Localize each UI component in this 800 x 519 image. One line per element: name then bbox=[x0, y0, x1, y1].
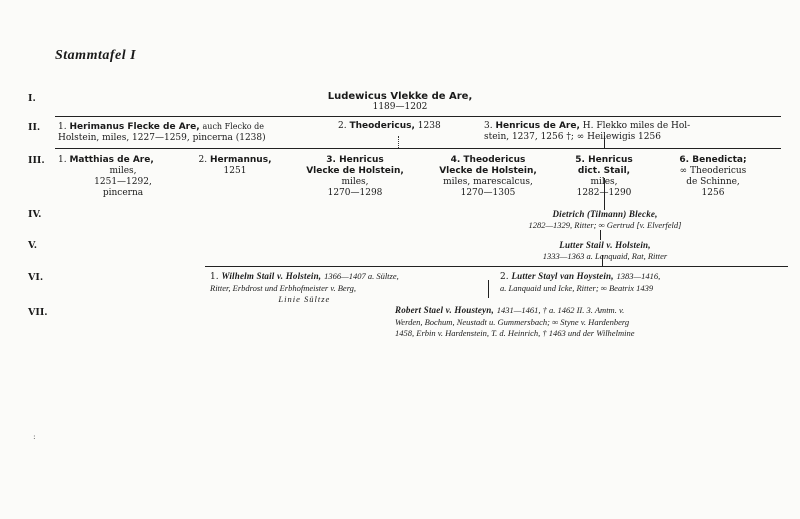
person-matthias: 1. Matthias de Are, miles, 1251—1292, pincerna bbox=[58, 155, 154, 198]
gen-rule-2 bbox=[55, 148, 781, 149]
person-herimanus: 1. Herimanus Flecke de Are, auch Flecko de Holstein, miles, 1227—1259, pincerna (1238) bbox=[58, 122, 266, 143]
person-robert: Robert Stael v. Housteyn, 1431—1461, † a. 1462 II. 3. Amtm. v. Werden, Bochum, Neustadt u. Gummersbach; ∞ Styne v. Hardenberg 1458, Erbin v. Hardenstein, T. d. Heinrich, † 1463 und der Wilhelmine bbox=[395, 305, 635, 338]
person-hermannus: 2. Hermannus, 1251 bbox=[198, 155, 272, 176]
descent-line bbox=[398, 136, 399, 148]
scan-mark: : bbox=[33, 432, 36, 441]
generation-label: VI. bbox=[28, 272, 44, 283]
person-ludewicus: Ludewicus Vlekke de Are, 1189—1202 bbox=[327, 91, 473, 112]
descent-line bbox=[488, 280, 489, 298]
person-lutter-stayl: 2. Lutter Stayl van Hoystein, 1383—1416, a. Lanquaid und Icke, Ritter; ∞ Beatrix 1439 bbox=[500, 271, 661, 293]
person-theodericus: 2. Theodericus, 1238 bbox=[338, 121, 441, 131]
gen-rule-1 bbox=[55, 116, 781, 117]
generation-label: III. bbox=[28, 155, 45, 166]
person-lutter-stail: Lutter Stail v. Holstein, 1333—1363 a. Lanquaid, Rat, Ritter bbox=[542, 240, 668, 261]
person-henricus-vlecke: 3. Henricus Vlecke de Holstein, miles, 1270—1298 bbox=[306, 155, 404, 198]
person-henricus-stail: 5. Henricus dict. Stail, miles, 1282—1290 bbox=[575, 155, 633, 198]
person-henricus-de-are: 3. Henricus de Are, H. Flekko miles de Hol- stein, 1237, 1256 †; ∞ Heilewigis 1256 bbox=[484, 121, 691, 142]
gen-rule-6 bbox=[205, 266, 788, 267]
generation-label: VII. bbox=[28, 307, 48, 318]
person-wilhelm: 1. Wilhelm Stail v. Holstein, 1366—1407 a. Sültze, Ritter, Erbdrost und Erbhofmeister v. Berg, Linie Sültze bbox=[210, 271, 399, 304]
person-benedicta: 6. Benedicta; ∞ Theodericus de Schinne, 1256 bbox=[679, 155, 747, 198]
generation-label: I. bbox=[28, 93, 36, 104]
generation-label: V. bbox=[28, 240, 38, 251]
person-theodericus-vlecke: 4. Theodericus Vlecke de Holstein, miles, marescalcus, 1270—1305 bbox=[439, 155, 537, 198]
generation-label: IV. bbox=[28, 209, 42, 220]
descent-line bbox=[600, 230, 601, 240]
generation-label: II. bbox=[28, 122, 41, 133]
page-title: Stammtafel I bbox=[55, 48, 137, 63]
person-dietrich: Dietrich (Tilmann) Blecke, 1282—1329, Ritter; ∞ Gertrud [v. Elverfeld] bbox=[528, 209, 682, 230]
